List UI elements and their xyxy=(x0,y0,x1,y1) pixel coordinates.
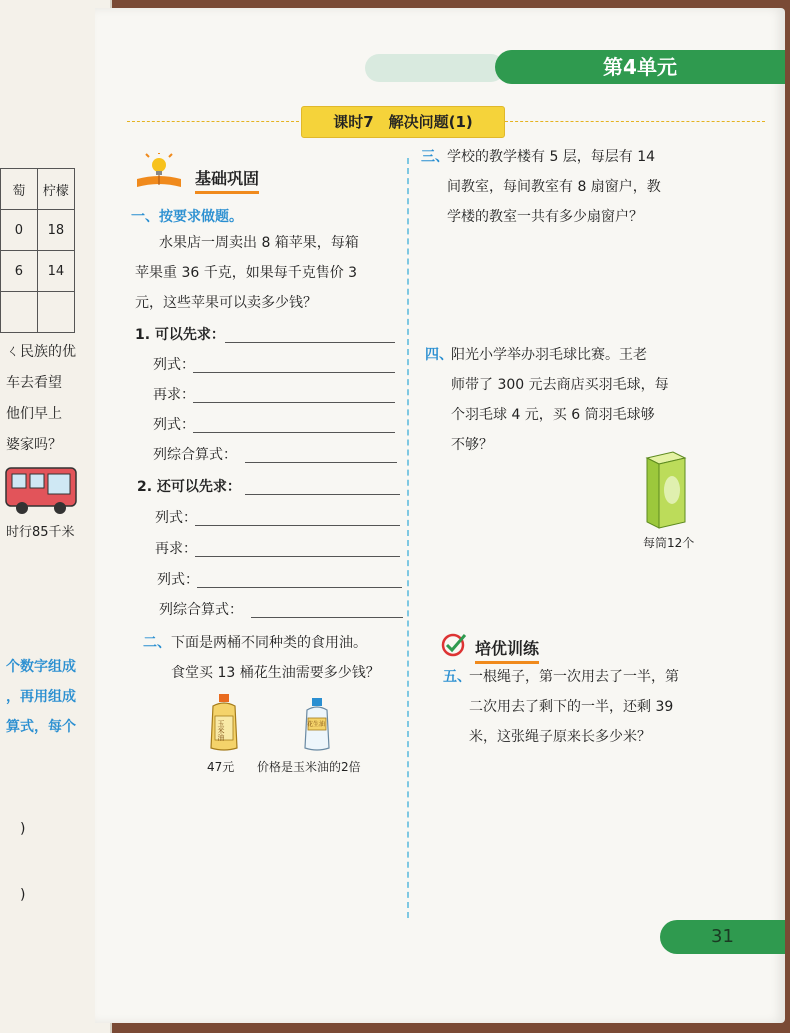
q4-text: 不够？ xyxy=(451,437,493,453)
peanut-oil-label: 花生油 xyxy=(307,721,326,728)
divider xyxy=(127,121,299,122)
answer-line[interactable] xyxy=(193,402,395,403)
table-cell: 萄 xyxy=(1,169,38,210)
table-cell: 14 xyxy=(37,251,74,292)
q2-text: 食堂买 13 桶花生油需要多少钱？ xyxy=(171,665,380,681)
q5-text: 一根绳子，第一次用去了一半，第 xyxy=(469,669,679,685)
left-text: ㄑ民族的优 xyxy=(6,344,76,360)
q4-text: 师带了 300 元去商店买羽毛球，每 xyxy=(451,377,669,393)
left-text: 他们早上 xyxy=(6,406,62,422)
q1-part1-then: 再求： xyxy=(153,387,195,403)
unit-title: 第4单元 xyxy=(603,55,677,79)
check-circle-icon xyxy=(441,632,467,658)
q1-part1-expr2: 列式： xyxy=(153,417,195,433)
bus-caption: 时行85千米 xyxy=(6,525,75,540)
q1-text: 元，这些苹果可以卖多少钱？ xyxy=(135,295,317,311)
q3-number: 三、 xyxy=(421,149,449,165)
q3-text: 学楼的教室一共有多少扇窗户？ xyxy=(447,209,643,225)
q5-text: 二次用去了剩下的一半，还剩 39 xyxy=(469,699,674,715)
q1-text: 水果店一周卖出 8 箱苹果，每箱 xyxy=(159,235,359,251)
answer-line[interactable] xyxy=(195,525,400,526)
left-table xyxy=(0,168,75,333)
left-paren: ) xyxy=(20,887,26,903)
q1-part1-label: 1. 可以先求： xyxy=(135,327,225,343)
q1-text: 苹果重 36 千克，如果每千克售价 3 xyxy=(135,265,358,281)
lesson-title: 课时7 解决问题(1) xyxy=(333,113,473,131)
corn-oil-label: 玉米油 xyxy=(217,720,225,741)
q1-part2-label: 2. 还可以先求： xyxy=(137,479,241,495)
bus-illustration xyxy=(4,464,80,516)
unit-banner xyxy=(495,50,785,84)
q5-number: 五、 xyxy=(443,669,471,685)
divider xyxy=(505,121,765,122)
q1-part2-expr: 列式： xyxy=(155,510,197,526)
answer-line[interactable] xyxy=(245,494,400,495)
q4-text: 阳光小学举办羽毛球比赛。王老 xyxy=(451,347,647,363)
page-number-tab xyxy=(660,920,785,954)
peanut-oil-price: 价格是玉米油的2倍 xyxy=(257,760,361,774)
answer-line[interactable] xyxy=(193,432,395,433)
answer-line[interactable] xyxy=(193,372,395,373)
table-cell xyxy=(37,292,74,333)
q1-heading: 一、按要求做题。 xyxy=(131,209,243,225)
q1-part1-expr: 列式： xyxy=(153,357,195,373)
q3-text: 间教室，每间教室有 8 扇窗户，教 xyxy=(447,179,661,195)
left-blue-text: 算式，每个 xyxy=(6,719,76,735)
table-cell: 6 xyxy=(1,251,38,292)
answer-line[interactable] xyxy=(197,587,402,588)
q2-text: 下面是两桶不同种类的食用油。 xyxy=(171,635,367,651)
unit-banner-shadow xyxy=(365,54,505,82)
right-page xyxy=(95,8,785,1023)
q2-number: 二、 xyxy=(143,635,171,651)
q1-part1-combined: 列综合算式： xyxy=(153,447,237,463)
table-cell: 0 xyxy=(1,210,38,251)
answer-line[interactable] xyxy=(225,342,395,343)
answer-line[interactable] xyxy=(251,617,403,618)
left-text: 婆家吗？ xyxy=(6,437,62,453)
q1-part2-then: 再求： xyxy=(155,541,197,557)
lesson-title-box xyxy=(301,106,505,138)
answer-line[interactable] xyxy=(245,462,397,463)
q1-part2-combined: 列综合算式： xyxy=(159,602,243,618)
left-blue-text: 个数字组成 xyxy=(6,659,76,675)
section-title-advanced: 培优训练 xyxy=(475,636,539,664)
q5-text: 米，这张绳子原来长多少米？ xyxy=(469,729,651,745)
q4-number: 四、 xyxy=(425,347,453,363)
page-number: 31 xyxy=(711,926,734,947)
left-paren: ) xyxy=(20,821,26,837)
table-cell: 18 xyxy=(37,210,74,251)
table-cell: 柠檬 xyxy=(37,169,74,210)
shuttlecock-tube-icon xyxy=(643,450,689,530)
left-blue-text: ，再用组成 xyxy=(6,689,76,705)
section-title-basic: 基础巩固 xyxy=(195,166,259,194)
column-divider xyxy=(407,158,409,918)
q3-text: 学校的教学楼有 5 层，每层有 14 xyxy=(447,149,656,165)
corn-oil-price: 47元 xyxy=(207,760,235,774)
q4-text: 个羽毛球 4 元，买 6 筒羽毛球够 xyxy=(451,407,655,423)
q1-part2-expr2: 列式： xyxy=(157,572,199,588)
table-cell xyxy=(1,292,38,333)
left-text: 车去看望 xyxy=(6,375,62,391)
tube-caption: 每筒12个 xyxy=(643,536,695,550)
lightbulb-book-icon xyxy=(133,153,189,189)
answer-line[interactable] xyxy=(195,556,400,557)
